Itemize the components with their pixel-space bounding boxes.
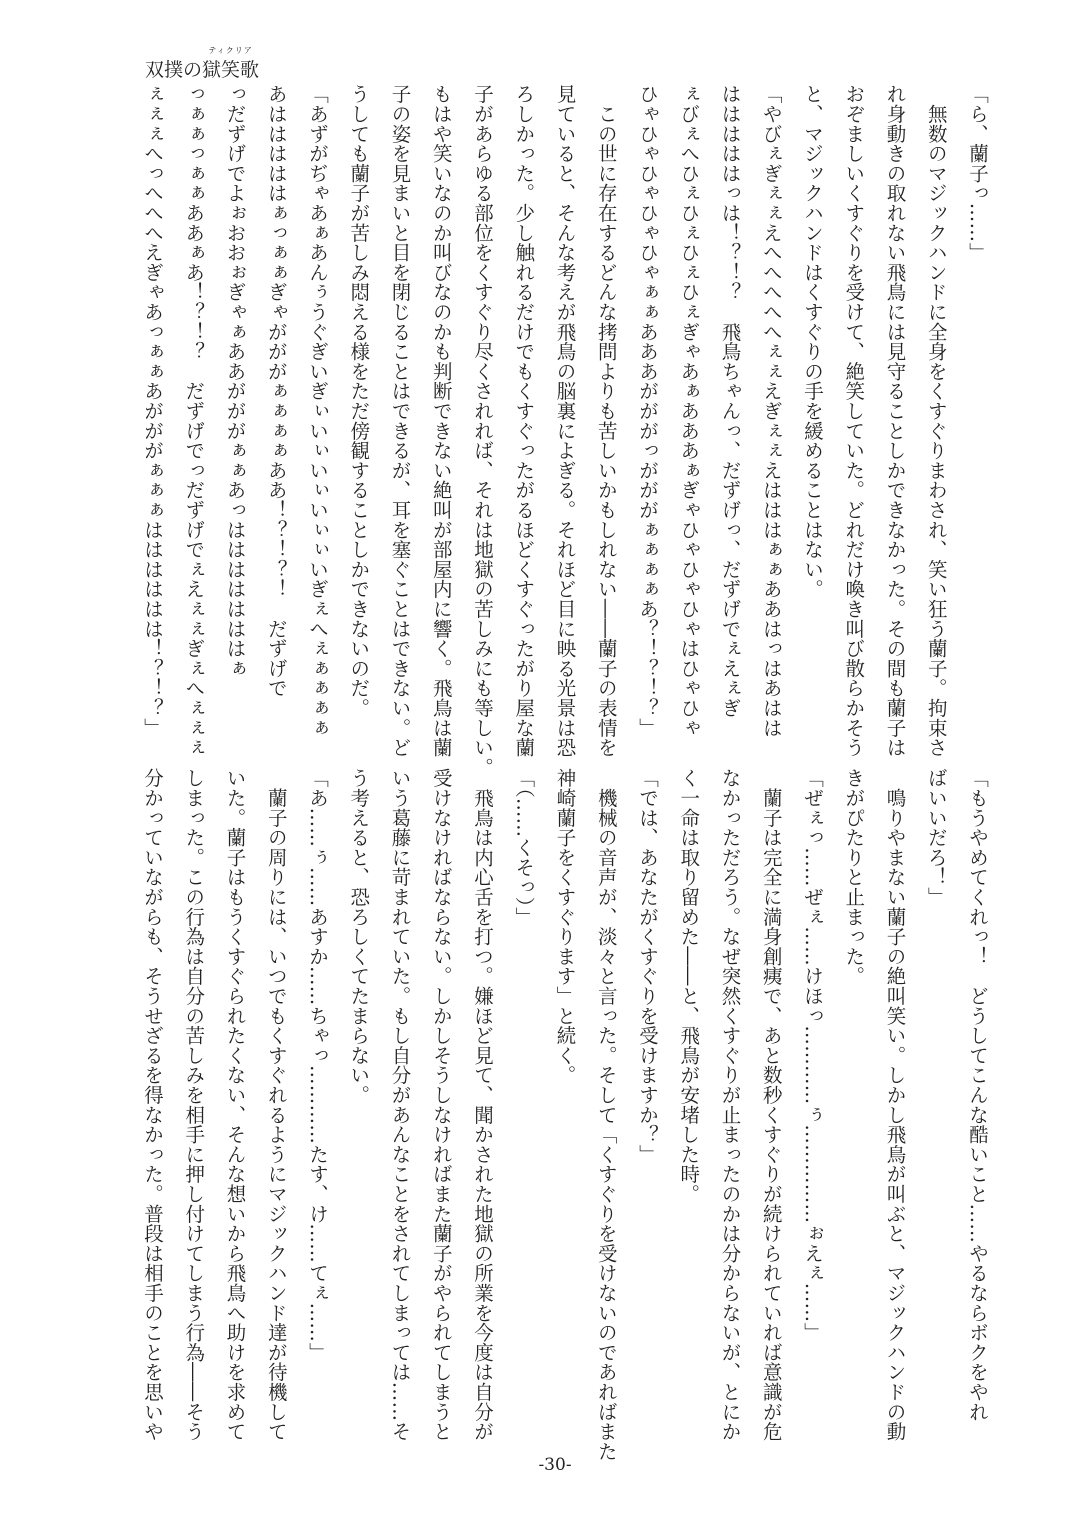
text-column: 蘭子は完全に満身創痍で、あと数秒くすぐりが続けられていれば意識が危 — [759, 768, 783, 1442]
text-column: 「もうやめてくれっ！ どうしてこんな酷いこと……やるならボクをやれ — [966, 768, 989, 1422]
text-column: きがぴたりと止まった。 — [842, 768, 866, 986]
text-column: おぞましいくすぐりを受けて、絶笑していた。どれだけ喚き叫び散らかそう — [842, 84, 866, 758]
text-column: しまった。この行為は自分の苦しみを相手に押し付けてしまう行為――そう — [182, 768, 206, 1442]
text-column: く一命は取り留めた――と、飛鳥が安堵した時。 — [677, 768, 701, 1204]
text-column: ぇぇぇへっへへへえぎゃあっぁぁあがががぁぁぁはははははは！？！？」 — [141, 84, 164, 738]
text-column: 鳴りやまない蘭子の絶叫笑い。しかし飛鳥が叫ぶと、マジックハンドの動 — [883, 768, 907, 1442]
header-title-prefix: 双撲の — [145, 59, 203, 81]
text-column: 蘭子の周りには、いつでもくすぐれるようにマジックハンド達が待機して — [264, 768, 288, 1442]
text-column: と、マジックハンドはくすぐりの手を緩めることはない。 — [801, 84, 824, 599]
text-column: うしても蘭子が苦しみ悶える様をただ傍観することしかできないのだ。 — [347, 84, 371, 718]
text-column: 「あずがぢゃあぁあんぅうぐぎいぎぃいぃいぃいぃぃいぎぇへぇぁぁぁぁ — [306, 84, 329, 738]
text-column: 「あ……ぅ……あすか……ちゃっ…………たす、け……てぇ……」 — [306, 768, 329, 1362]
text-column: ぇびぇへひぇひぇひぇひぇぎゃあぁあああぁぎゃひゃひゃひゃはひゃひゃ — [677, 84, 701, 738]
text-column: 見ていると、そんな考えが飛鳥の脳裏によぎる。それほど目に映る光景は恐 — [553, 84, 577, 758]
text-column: はははははっは！？！？ 飛鳥ちゃんっ、だずげっ、だずげでぇえぇぎ — [718, 84, 742, 718]
header-title-ruby: ティクリア — [208, 46, 253, 55]
text-column: もはや笑いなのか叫びなのかも判断できない絶叫が部屋内に響く。飛鳥は蘭 — [429, 84, 453, 758]
text-column: ろしかった。少し触れるだけでもくすぐったがるほどくすぐったがり屋な蘭 — [512, 84, 536, 758]
lower-text-block — [132, 768, 998, 1461]
text-column: 機械の音声が、淡々と言った。そして「くすぐりを受けないのであればまた — [594, 768, 618, 1461]
text-column: 「（……くそっ）」 — [512, 768, 536, 927]
text-column: っぁぁっぁぁああぁあ！？！？ だずげでっだずげでぇえぇぇぎぇへぇぇぇ — [182, 84, 206, 758]
text-column: いう葛藤に苛まれていた。もし自分があんなことをされてしまっては……そ — [388, 768, 412, 1442]
text-column: なかっただろう。なぜ突然くすぐりが止まったのかは分からないが、とにか — [718, 768, 742, 1442]
text-column: ひゃひゃひゃひゃひゃぁぁあああがががっがががぁぁぁぁあ？！？！？」 — [636, 84, 659, 738]
text-column: 無数のマジックハンドに全身をくすぐりまわされ、笑い狂う蘭子。拘束さ — [924, 84, 948, 758]
text-column: 飛鳥は内心舌を打つ。嫌ほど見て、聞かされた地獄の所業を今度は自分が — [471, 768, 494, 1442]
text-column: ばいいだろ！」 — [924, 768, 948, 907]
text-column: 分かっていながらも、そうせざるを得なかった。普段は相手のことを思いや — [141, 768, 164, 1442]
page-number: -30- — [538, 1455, 572, 1475]
text-column: 受けなければならない。しかしそうしなければまた蘭子がやられてしまうと — [429, 768, 453, 1442]
text-column: 「ぜぇっ……ぜぇ……けほっ…………ぅ……………ぉえぇ……」 — [801, 768, 824, 1343]
text-column: 神崎蘭子をくすぐります」と続く。 — [553, 768, 577, 1085]
header-title-main — [202, 46, 260, 82]
text-column: 子があらゆる部位をくすぐり尽くされれば、それは地獄の苦しみにも等しい。 — [471, 84, 494, 777]
text-column: いた。蘭子はもうくすぐられたくない、そんな想いから飛鳥へ助けを求めて — [223, 768, 247, 1442]
text-column: れ身動きの取れない飛鳥には見守ることしかできなかった。その間も蘭子は — [883, 84, 907, 758]
text-column: う考えると、恐ろしくてたまらない。 — [347, 768, 371, 1105]
text-column: 「やびぇぎぇぇえへへへへへぇぇえぎぇぇえはははぁぁああはっはあはは — [759, 84, 783, 738]
text-column: 子の姿を見まいと目を閉じることはできるが、耳を塞ぐことはできない。ど — [388, 84, 412, 758]
header-title-main-text: 獄笑歌 — [202, 59, 260, 81]
text-column: あはははははぁっぁぁぎゃがががぁぁぁぁああ！？！？！ だずげで — [264, 84, 288, 698]
running-header — [145, 46, 260, 82]
text-column: この世に存在するどんな拷問よりも苦しいかもしれない――蘭子の表情を — [594, 84, 618, 758]
text-column: っだずげでよぉおおぉぎゃぁああがががぁぁあっはははははははぁ — [223, 84, 247, 678]
text-column: 「ら、蘭子っ……」 — [966, 84, 989, 263]
upper-text-block — [132, 84, 998, 777]
text-column: 「では、あなたがくすぐりを受けますか？」 — [636, 768, 659, 1164]
